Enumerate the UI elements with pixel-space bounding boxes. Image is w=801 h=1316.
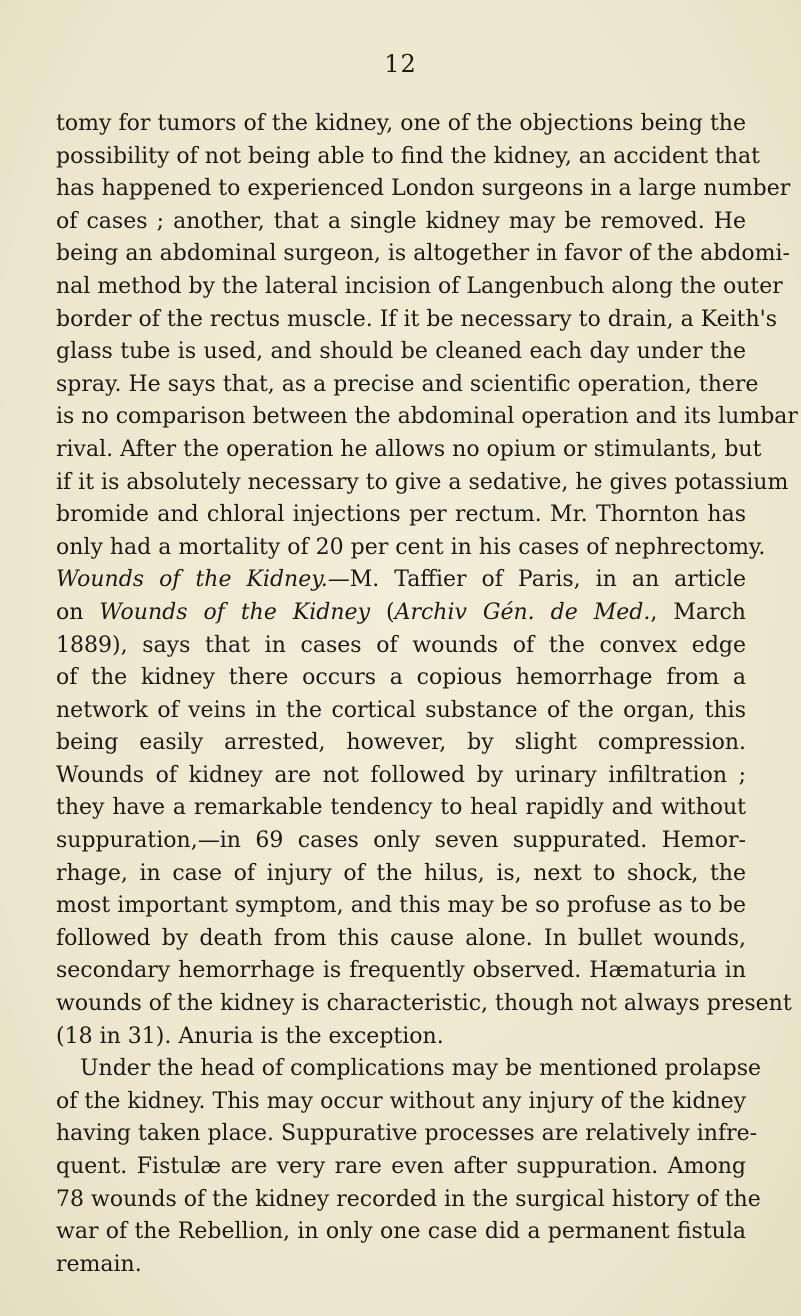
text-line: followed by death from this cause alone. In bullet wounds, [56,925,746,951]
text-line: tomy for tumors of the kidney, one of the objections being the [56,111,746,136]
text-line: being an abdominal surgeon, is altogether in favor of the abdomi- [56,241,790,267]
text-line: rhage, in case of injury of the hilus, is, next to shock, the [56,860,746,886]
paragraph [56,1053,762,1281]
text-line: having taken place. Suppurative processes are relatively infre- [56,1121,758,1147]
text-line: network of veins in the cortical substance of the organ, this [56,697,746,723]
text-line: has happened to experienced London surgeons in a large number [56,176,791,202]
text-line: glass tube is used, and should be cleaned each day under the [56,339,746,365]
text-line: being easily arrested, however, by slight compression. [56,730,746,756]
text-line: border of the rectus muscle. If it be necessary to drain, a Keith's [56,306,777,332]
text-line: 1889), says that in cases of wounds of the convex edge [56,632,746,658]
text-line: is no comparison between the abdominal operation and its lumbar [56,404,798,430]
text-line: war of the Rebellion, in only one case did a permanent fistula [56,1219,746,1245]
page-number: 12 [384,50,417,78]
text-run: , March [650,599,746,625]
text-line: of the kidney. This may occur without any injury of the kidney [56,1088,747,1114]
text-line: secondary hemorrhage is frequently observed. Hæmaturia in [56,958,746,984]
article-title: Wounds of the Kidney [99,599,371,625]
paragraph [56,108,798,564]
text-run: —M. Taffier of Paris, in an article [327,567,747,593]
text-line: only had a mortality of 20 per cent in his cases of nephrectomy. [56,534,766,560]
text-line: remain. [56,1251,142,1277]
text-line: they have a remarkable tendency to heal rapidly and without [56,795,746,821]
text-line: bromide and chloral injections per rectum. Mr. Thornton has [56,502,746,528]
text-line: Under the head of complications may be mentioned prolapse [80,1056,762,1082]
text-line: (18 in 31). Anuria is the exception. [56,1023,444,1049]
body-text [56,108,798,1281]
section-heading: Wounds of the Kidney. [56,567,328,593]
text-line: quent. Fistulæ are very rare even after suppuration. Among [56,1154,746,1179]
text-line: possibility of not being able to find the kidney, an accident that [56,143,760,169]
text-run: ( [370,599,395,625]
text-line: 78 wounds of the kidney recorded in the surgical history of the [56,1186,761,1212]
text-line: spray. He says that, as a precise and scientific operation, there [56,371,759,397]
text-line: Wounds of kidney are not followed by urinary infiltration ; [56,762,746,788]
paragraph [56,564,792,1053]
text-line: if it is absolutely necessary to give a sedative, he gives potassium [56,469,789,495]
text-line [56,597,746,630]
text-line: rival. After the operation he allows no opium or stimulants, but [56,436,762,462]
text-line: of the kidney there occurs a copious hemorrhage from a [56,665,746,691]
journal-title: Archiv Gén. de Med. [394,599,651,625]
text-line: most important symptom, and this may be so profuse as to be [56,893,746,919]
text-line: nal method by the lateral incision of Langenbuch along the outer [56,273,783,299]
text-line: suppuration,—in 69 cases only seven suppurated. Hemor- [56,828,746,854]
text-run: on [56,599,100,625]
text-line: wounds of the kidney is characteristic, though not always present [56,991,792,1017]
text-line: of cases ; another, that a single kidney may be removed. He [56,208,746,234]
text-line [56,564,746,597]
